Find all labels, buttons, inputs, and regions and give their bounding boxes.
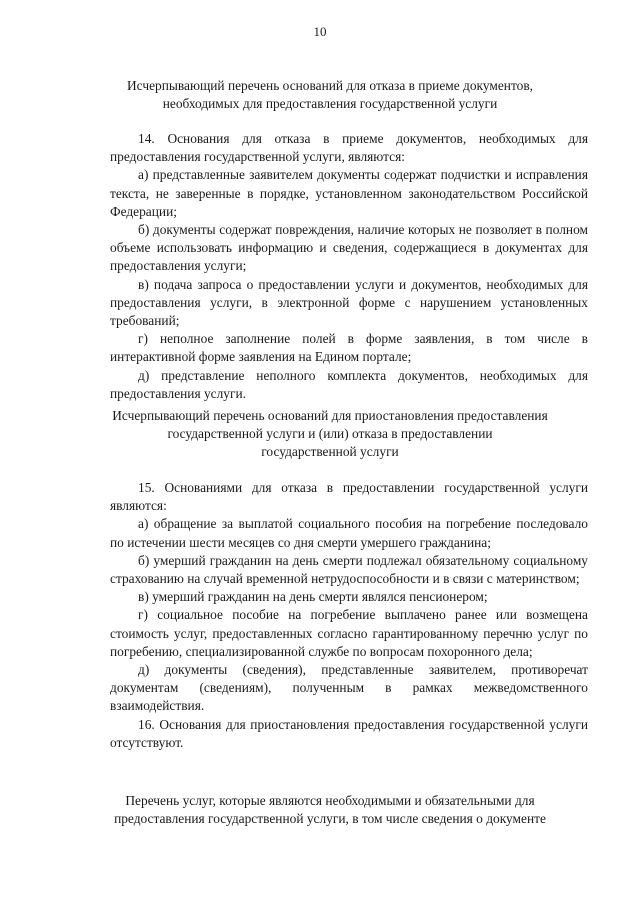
heading-line: необходимых для предоставления государственной услуги xyxy=(162,96,498,112)
paragraph-14: 14. Основания для отказа в приеме документов, необходимых для предоставления государственной услуги, являются: xyxy=(110,131,588,165)
heading-line: Исчерпывающий перечень оснований для отказа в приеме документов, xyxy=(126,78,534,93)
paragraph-15: 15. Основаниями для отказа в предоставлении государственной услуги являются: xyxy=(110,480,588,514)
heading-line: государственной услуги и (или) отказа в предоставлении xyxy=(167,426,493,442)
paragraph-15-d: д) документы (сведения), представленные заявителем, противоречат документам (сведениям), полученным в рамках межведомственного взаимодействия. xyxy=(110,662,588,714)
paragraph-15-a: а) обращение за выплатой социального пособия на погребение последовало по истечении шести месяцев со дня смерти умершего гражданина; xyxy=(110,516,588,550)
section-heading-refusal-acceptance xyxy=(80,77,580,113)
page-number: 10 xyxy=(313,24,327,39)
section-body-refusal-acceptance xyxy=(110,130,588,403)
paragraph-14-g: г) неполное заполнение полей в форме заявления, в том числе в интерактивной форме заявления на Едином портале; xyxy=(110,331,588,365)
section-body-refusal-provision xyxy=(110,479,588,752)
paragraph-14-a: а) представленные заявителем документы содержат подчистки и исправления текста, не заверенные в порядке, установленном законодательством Российской Федерации; xyxy=(110,167,588,219)
heading-line: предоставления государственной услуги, в том числе сведения о документе xyxy=(114,811,546,827)
heading-line: государственной услуги xyxy=(261,444,399,460)
paragraph-15-v: в) умерший гражданин на день смерти являлся пенсионером; xyxy=(138,589,488,605)
paragraph-15-b: б) умерший гражданин на день смерти подлежал обязательному социальному страхованию на случай временной нетрудоспособности и в связи с материнством; xyxy=(110,552,588,587)
paragraph-15-g: г) социальное пособие на погребение выплачено ранее или возмещена стоимость услуг, предоставленных согласно гарантированному перечню услуг по погребению, специализированной службе по вопросам похоронного дела; xyxy=(110,607,588,659)
paragraph-16: 16. Основания для приостановления предоставления государственной услуги отсутствуют. xyxy=(110,716,588,750)
section-heading-refusal-provision xyxy=(80,407,580,462)
heading-line: Перечень услуг, которые являются необходимыми и обязательными для xyxy=(125,793,535,808)
heading-line: Исчерпывающий перечень оснований для приостановления предоставления xyxy=(112,408,548,423)
section-heading-required-services xyxy=(70,792,590,828)
paragraph-14-d: д) представление неполного комплекта документов, необходимых для предоставления услуги. xyxy=(110,367,588,401)
paragraph-14-v: в) подача запроса о предоставлении услуги и документов, необходимых для предоставления услуги, в электронной форме с нарушением установленных требований; xyxy=(110,276,588,329)
paragraph-14-b: б) документы содержат повреждения, наличие которых не позволяет в полном объеме использовать информацию и сведения, содержащиеся в документах для предоставления услуги; xyxy=(110,222,588,274)
